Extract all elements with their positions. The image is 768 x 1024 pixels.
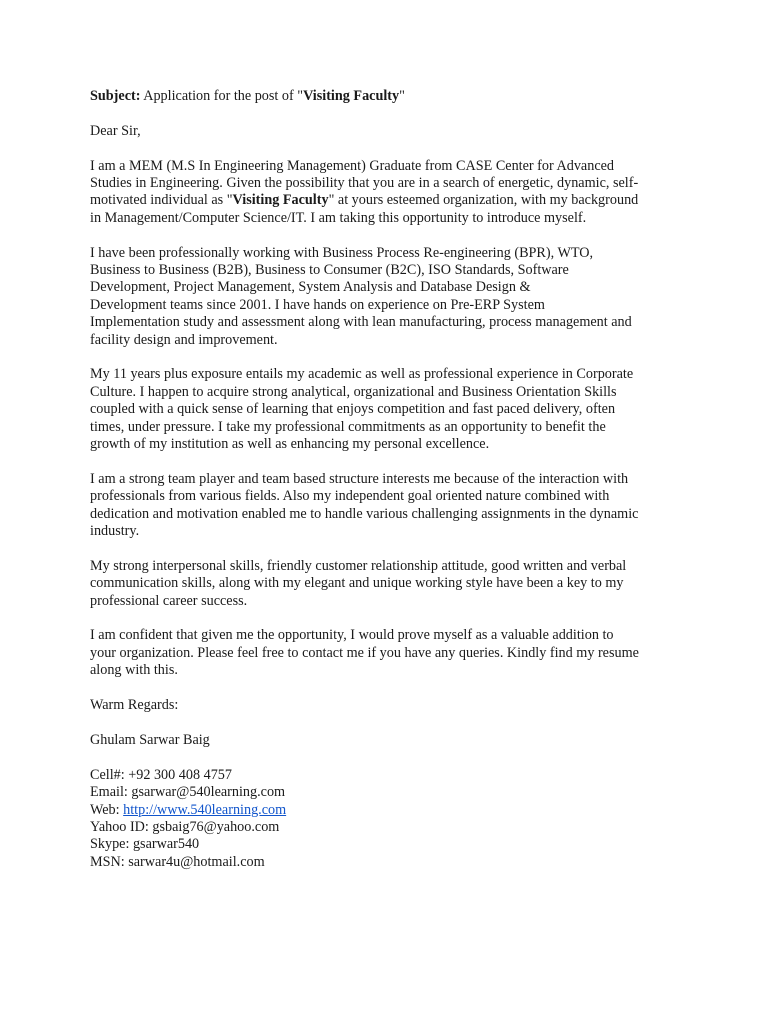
contact-web (90, 802, 690, 819)
inline-bold-post: Visiting Faculty (232, 192, 329, 209)
paragraph-closing (90, 627, 690, 679)
paragraph-line: I am a MEM (M.S In Engineering Management) Graduate from CASE Center for Advanced (90, 157, 615, 174)
paragraph-line: your organization. Please feel free to contact me if you have any queries. Kindly find my resume (90, 644, 639, 661)
paragraph-line: Studies in Engineering. Given the possibility that you are in a search of energetic, dynamic, self- (90, 175, 639, 191)
inline-text: motivated individual as " (90, 192, 233, 209)
paragraph-line: dedication and motivation enabled me to handle various challenging assignments in the dynamic (90, 505, 639, 522)
paragraph-line: industry. (90, 523, 140, 540)
paragraph-line: professionals from various fields. Also my independent goal oriented nature combined with (90, 488, 610, 505)
contact-yahoo: Yahoo ID: gsbaig76@yahoo.com (90, 818, 280, 835)
paragraph-line (90, 192, 690, 209)
closing-text: Warm Regards: (90, 697, 179, 714)
subject-label: Subject: (90, 88, 141, 104)
contact-email: Email: gsarwar@540learning.com (90, 784, 286, 801)
contact-skype: Skype: gsarwar540 (90, 836, 200, 853)
contact-cell: Cell#: +92 300 408 4757 (90, 766, 232, 783)
paragraph-line: communication skills, along with my elegant and unique working style have been a key to my (90, 575, 624, 592)
paragraph-line: Culture. I happen to acquire strong analytical, organizational and Business Orientation Skills (90, 383, 617, 400)
paragraph-line: coupled with a quick sense of learning that enjoys competition and fast paced delivery, often (90, 401, 616, 418)
paragraph-exposure (90, 366, 690, 453)
paragraph-introduction (90, 158, 690, 228)
paragraph-line: times, under pressure. I take my professional commitments as an opportunity to benefit the (90, 418, 606, 435)
paragraph-line: along with this. (90, 662, 178, 679)
signature-name: Ghulam Sarwar Baig (90, 731, 210, 748)
paragraph-teamwork (90, 471, 690, 541)
paragraph-experience (90, 245, 690, 349)
paragraph-line: I am a strong team player and team based structure interests me because of the interaction with (90, 470, 629, 487)
paragraph-line: My 11 years plus exposure entails my academic as well as professional experience in Corporate (90, 366, 634, 383)
inline-text: " at yours esteemed organization, with my background (328, 192, 639, 209)
paragraph-line: My strong interpersonal skills, friendly customer relationship attitude, good written and verbal (90, 557, 627, 574)
paragraph-line: Development, Project Management, System Analysis and Database Design & (90, 279, 531, 296)
paragraph-line: Implementation study and assessment along with lean manufacturing, process management and (90, 314, 632, 331)
website-link[interactable]: http://www.540learning.com (123, 801, 287, 818)
paragraph-line: facility design and improvement. (90, 331, 278, 348)
paragraph-skills (90, 558, 690, 610)
subject-text: Application for the post of " (140, 88, 304, 104)
contact-msn: MSN: sarwar4u@hotmail.com (90, 853, 265, 870)
letter-page (90, 88, 690, 871)
contact-web-label: Web: (90, 801, 124, 818)
signature (90, 732, 690, 749)
paragraph-line: professional career success. (90, 592, 248, 609)
salutation-text: Dear Sir, (90, 122, 141, 139)
subject-quote: " (399, 88, 405, 104)
paragraph-line: Development teams since 2001. I have hands on experience on Pre-ERP System (90, 296, 545, 313)
paragraph-line: I have been professionally working with Business Process Re-engineering (BPR), WTO, (90, 244, 594, 261)
subject-line (90, 88, 690, 105)
closing-line (90, 697, 690, 714)
paragraph-line: in Management/Computer Science/IT. I am taking this opportunity to introduce myself. (90, 209, 587, 226)
paragraph-line: Business to Business (B2B), Business to Consumer (B2C), ISO Standards, Software (90, 262, 569, 279)
contact-details (90, 767, 690, 871)
paragraph-line: growth of my institution as well as enhancing my personal excellence. (90, 436, 490, 453)
paragraph-line: I am confident that given me the opportunity, I would prove myself as a valuable addition to (90, 627, 614, 644)
subject-post: Visiting Faculty (303, 88, 400, 104)
salutation (90, 123, 690, 140)
